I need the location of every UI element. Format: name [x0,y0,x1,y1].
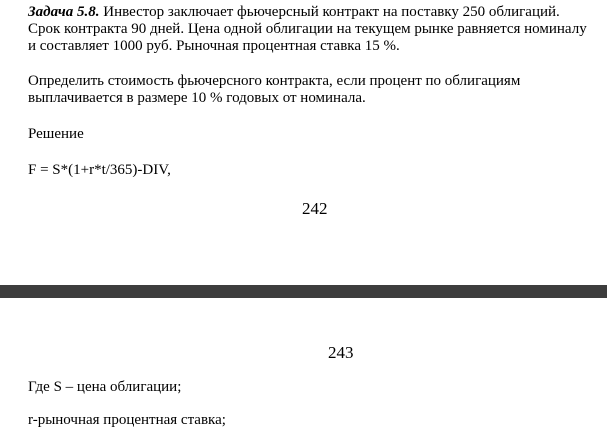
page-number-243: 243 [328,343,354,362]
formula: F = S*(1+r*t/365)-DIV, [28,162,171,178]
definition-s: Где S – цена облигации; [28,379,182,395]
task-paragraph [28,4,588,55]
solution-heading: Решение [28,126,84,142]
task-title: Задача 5.8. [28,4,100,20]
question-paragraph: Определить стоимость фьючерсного контракта, если процент по облигациям выплачивается в размере 10 % годовых от номинала. [28,73,521,106]
page-number-242: 242 [302,199,328,218]
page-243 [0,298,607,438]
definition-r: r-рыночная процентная ставка; [28,412,226,428]
task-text: Инвестор заключает фьючерсный контракт на поставку 250 облигаций. Срок контракта 90 дней. Цена одной облигации на текущем рынке равняется номиналу и составляет 1000 руб. Рыночная процентная ставка 15 %. [28,4,587,54]
page-separator [0,285,607,298]
